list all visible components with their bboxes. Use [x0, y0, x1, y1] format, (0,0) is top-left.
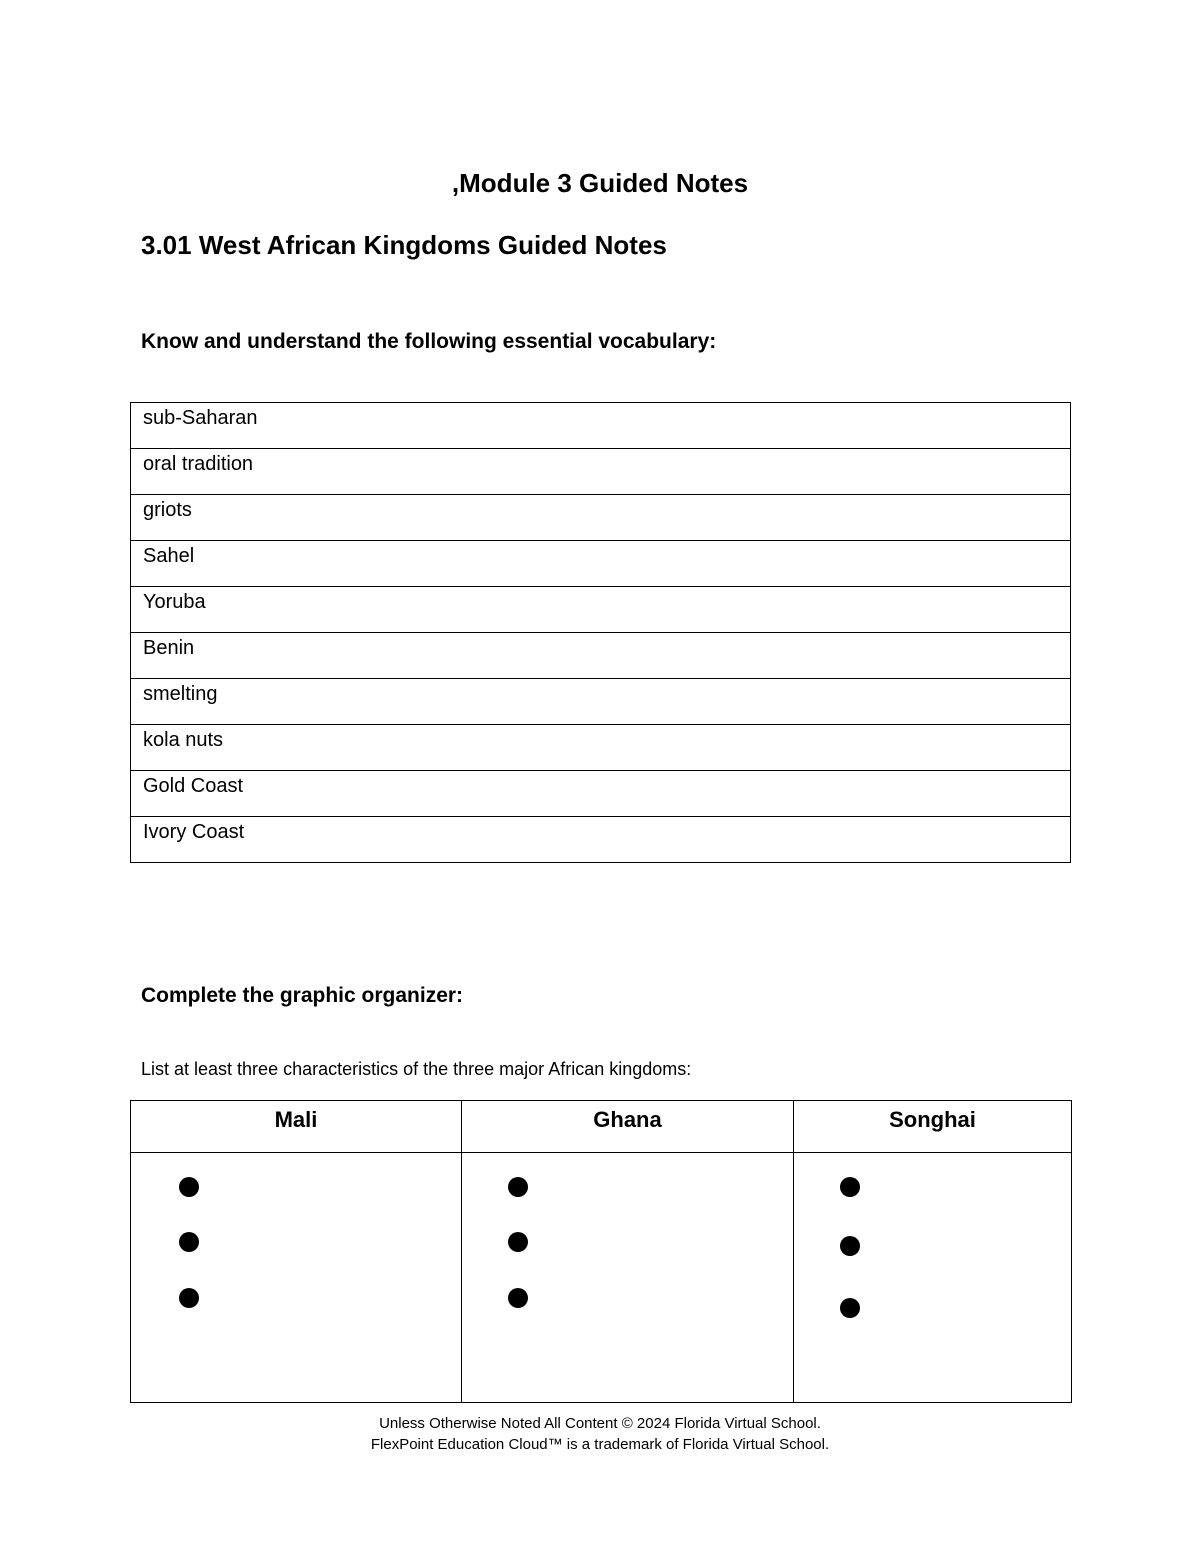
- column-header-ghana: Ghana: [462, 1101, 794, 1153]
- bullet-dot-icon: [179, 1177, 199, 1197]
- bullet-dot-icon: [508, 1232, 528, 1252]
- table-row: [131, 771, 1071, 817]
- vocabulary-term: Gold Coast: [131, 771, 1071, 817]
- vocabulary-table: [130, 402, 1071, 863]
- songhai-notes-cell[interactable]: [794, 1153, 1072, 1403]
- footer: [0, 1413, 1200, 1455]
- table-header-row: [131, 1101, 1072, 1153]
- table-row: [131, 449, 1071, 495]
- section-title: 3.01 West African Kingdoms Guided Notes: [141, 230, 667, 260]
- organizer-heading: Complete the graphic organizer:: [141, 984, 464, 1007]
- footer-trademark: FlexPoint Education Cloud™ is a trademark of Florida Virtual School.: [370, 1436, 830, 1453]
- footer-copyright: Unless Otherwise Noted All Content © 2024 Florida Virtual School.: [379, 1415, 821, 1432]
- table-row: [131, 587, 1071, 633]
- table-row: [131, 1153, 1072, 1403]
- table-row: [131, 817, 1071, 863]
- vocabulary-term: Yoruba: [131, 587, 1071, 633]
- bullet-dot-icon: [840, 1298, 860, 1318]
- organizer-instruction: List at least three characteristics of the three major African kingdoms:: [141, 1059, 692, 1079]
- vocabulary-term: Ivory Coast: [131, 817, 1071, 863]
- bullet-dot-icon: [179, 1288, 199, 1308]
- vocabulary-term: griots: [131, 495, 1071, 541]
- bullet-dot-icon: [508, 1288, 528, 1308]
- mali-notes-cell[interactable]: [131, 1153, 462, 1403]
- vocabulary-term: Sahel: [131, 541, 1071, 587]
- table-row: [131, 495, 1071, 541]
- bullet-dot-icon: [840, 1177, 860, 1197]
- column-header-songhai: Songhai: [794, 1101, 1072, 1153]
- vocabulary-term: sub-Saharan: [131, 403, 1071, 449]
- bullet-dot-icon: [840, 1236, 860, 1256]
- graphic-organizer-table: [130, 1100, 1072, 1403]
- ghana-notes-cell[interactable]: [462, 1153, 794, 1403]
- vocabulary-term: oral tradition: [131, 449, 1071, 495]
- table-row: [131, 725, 1071, 771]
- column-header-mali: Mali: [131, 1101, 462, 1153]
- vocabulary-term: kola nuts: [131, 725, 1071, 771]
- bullet-dot-icon: [179, 1232, 199, 1252]
- vocabulary-term: smelting: [131, 679, 1071, 725]
- table-row: [131, 679, 1071, 725]
- vocabulary-heading: Know and understand the following essential vocabulary:: [141, 330, 717, 353]
- table-row: [131, 541, 1071, 587]
- bullet-dot-icon: [508, 1177, 528, 1197]
- table-row: [131, 403, 1071, 449]
- table-row: [131, 633, 1071, 679]
- vocabulary-term: Benin: [131, 633, 1071, 679]
- page-title: ,Module 3 Guided Notes: [451, 168, 749, 198]
